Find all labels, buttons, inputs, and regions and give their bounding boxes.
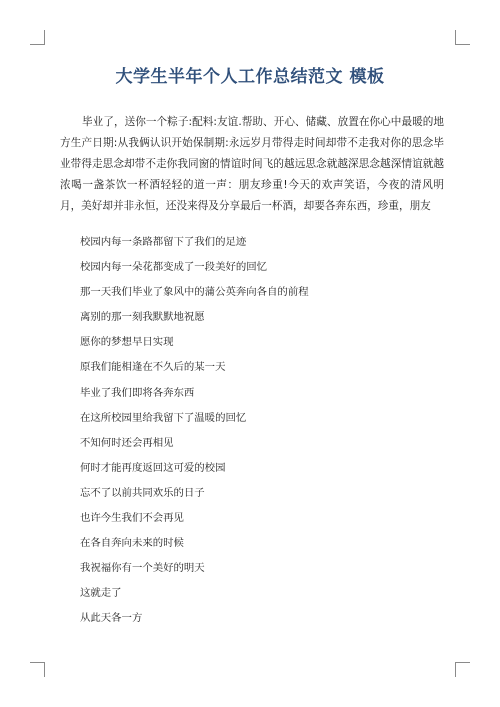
poem-line: 在这所校园里给我留下了温暖的回忆 [80,411,247,424]
poem-lines [80,235,309,637]
poem-line: 这就走了 [80,587,122,600]
corner-mark-top-right [455,30,470,45]
poem-line: 不知何时还会再相见 [80,436,174,449]
poem-line: 忘不了以前共同欢乐的日子 [80,486,205,499]
poem-line: 校园内每一朵花都变成了一段美好的回忆 [80,261,268,274]
poem-line: 那一天我们毕业了象风中的蒲公英奔向各自的前程 [80,286,309,299]
poem-line: 愿你的梦想早日实现 [80,336,174,349]
poem-line: 在各自奔向未来的时候 [80,537,184,550]
poem-line: 也许今生我们不会再见 [80,512,184,525]
corner-mark-top-left [30,30,45,45]
corner-mark-bottom-right [455,662,470,677]
poem-line: 我祝福你有一个美好的明天 [80,562,205,575]
intro-paragraph: 毕业了，送你一个粽子:配料:友谊.帮助、开心、储藏、放置在你心中最暖的地方生产日期:从我俩认识开始保制期:永远岁月带得走时间却带不走我对你的思念毕业带得走思念却带不走你我同窗的情谊时间飞的越远思念就越深思念越深情谊就越浓喝一盏茶饮一杯酒轻轻的道一声：朋友珍重!今天的欢声笑语，今夜的清风明月，美好却并非永恒，还没来得及分享最后一杯酒，却要各奔东西，珍重，朋友 [60,116,444,212]
poem-line: 毕业了我们即将各奔东西 [80,386,195,399]
poem-line: 何时才能再度返回这可爱的校园 [80,461,226,474]
poem-line: 从此天各一方 [80,612,143,625]
corner-mark-bottom-left [30,662,45,677]
poem-line: 校园内每一条路都留下了我们的足迹 [80,236,247,248]
document-title: 大学生半年个人工作总结范文 模板 [115,67,385,87]
poem-line: 离别的那一刻我默默地祝愿 [80,311,205,324]
poem-line: 原我们能相逢在不久后的某一天 [80,361,226,374]
